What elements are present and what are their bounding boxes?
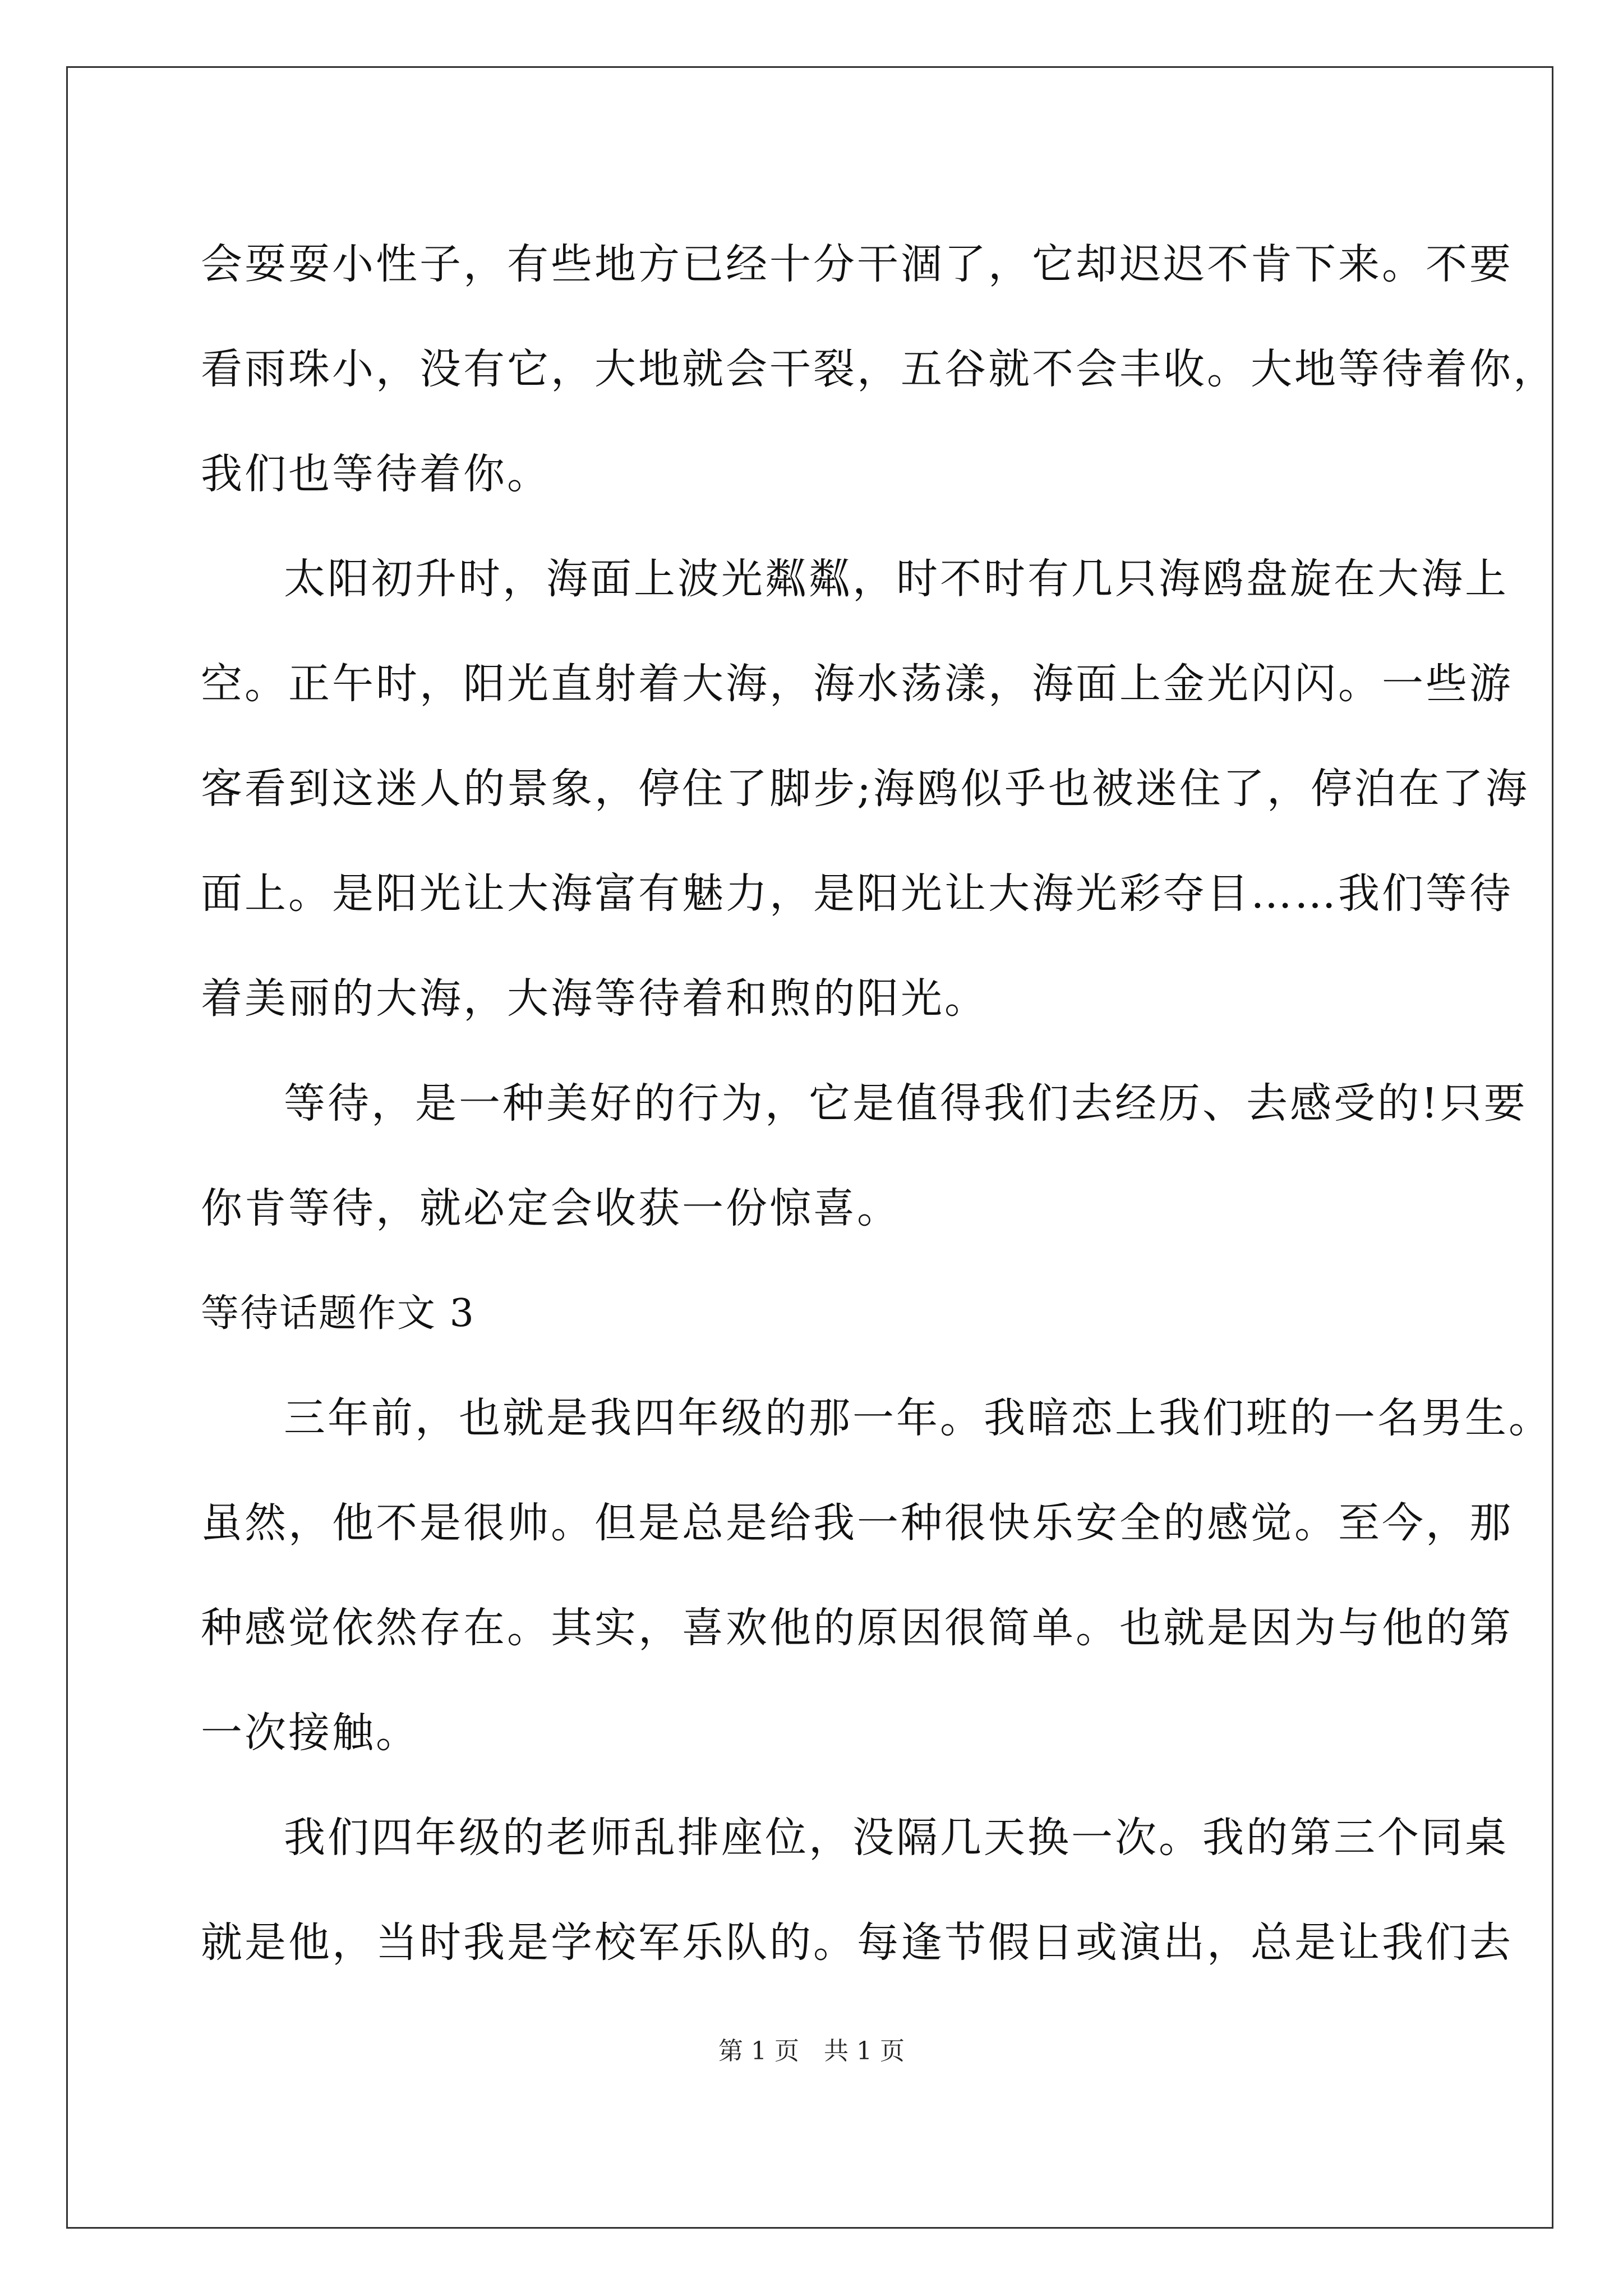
paragraph-start-line: 等待，是一种美好的行为，它是值得我们去经历、去感受的!只要 — [284, 1079, 1528, 1128]
text-line: 空。正午时，阳光直射着大海，海水荡漾，海面上金光闪闪。一些游 — [201, 660, 1513, 708]
paragraph-start-line: 我们四年级的老师乱排座位，没隔几天换一次。我的第三个同桌 — [284, 1814, 1509, 1862]
text-line: 就是他，当时我是学校军乐队的。每逢节假日或演出，总是让我们去 — [201, 1918, 1513, 1967]
document-body — [201, 212, 1557, 1995]
text-line: 你肯等待，就必定会收获一份惊喜。 — [201, 1184, 901, 1232]
page-number-footer: 第 1 页 共 1 页 — [718, 2037, 905, 2065]
text-line: 一次接触。 — [201, 1709, 419, 1757]
paragraph-start-line: 太阳初升时，海面上波光粼粼，时不时有几只海鸥盘旋在大海上 — [284, 555, 1509, 603]
paragraph-start-line: 三年前，也就是我四年级的那一年。我暗恋上我们班的一名男生。 — [284, 1394, 1552, 1442]
text-line: 面上。是阳光让大海富有魅力，是阳光让大海光彩夺目……我们等待 — [201, 869, 1513, 918]
text-line: 种感觉依然存在。其实，喜欢他的原因很简单。也就是因为与他的第 — [201, 1604, 1513, 1652]
text-line: 我们也等待着你。 — [201, 450, 551, 498]
text-line: 着美丽的大海，大海等待着和煦的阳光。 — [201, 974, 988, 1023]
text-line: 客看到这迷人的景象，停住了脚步;海鸥似乎也被迷住了，停泊在了海 — [201, 765, 1529, 813]
section-heading: 等待话题作文 3 — [201, 1291, 475, 1336]
text-line: 看雨珠小，没有它，大地就会干裂，五谷就不会丰收。大地等待着你， — [201, 345, 1557, 393]
text-line: 会耍耍小性子，有些地方已经十分干涸了，它却迟迟不肯下来。不要 — [201, 240, 1513, 288]
text-line: 虽然，他不是很帅。但是总是给我一种很快乐安全的感觉。至今，那 — [201, 1499, 1513, 1547]
